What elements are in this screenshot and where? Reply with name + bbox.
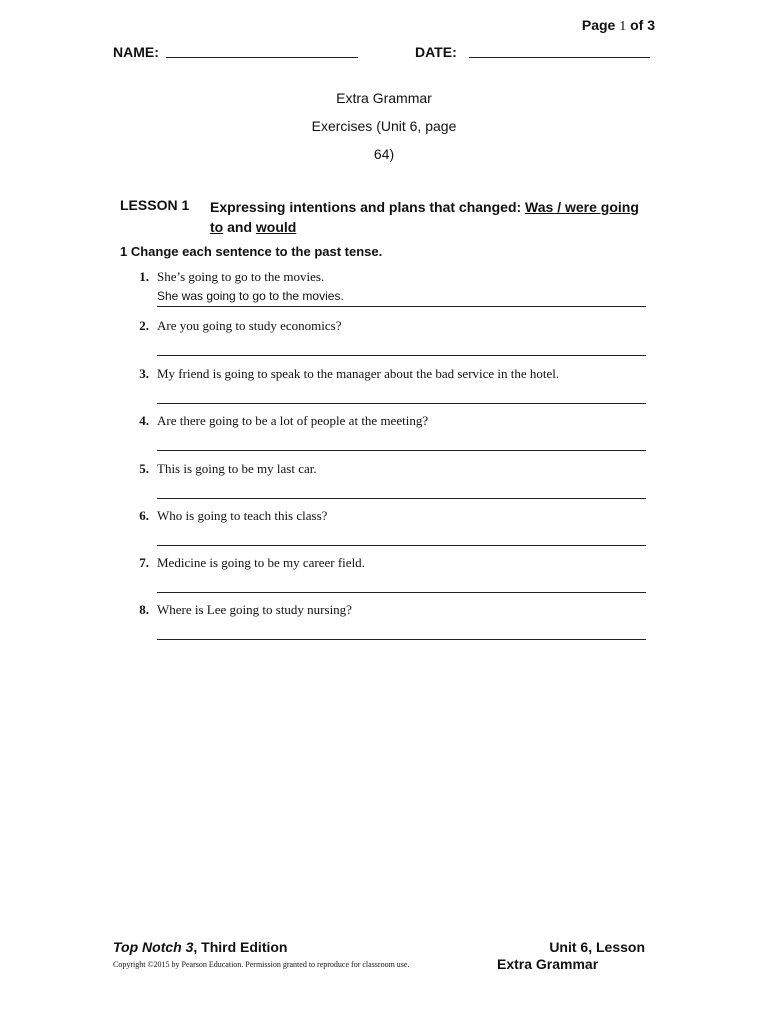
page-number bbox=[582, 17, 655, 35]
page-title-line3: 64) bbox=[373, 146, 395, 162]
footer-copyright: Copyright ©2015 by Pearson Education. Permission granted to reproduce for classroom use. bbox=[113, 960, 410, 969]
page-title-line2: Exercises (Unit 6, page bbox=[311, 118, 457, 134]
item-number: 2. bbox=[139, 318, 149, 333]
lesson-title-and: and bbox=[223, 219, 256, 235]
page-title-line1: Extra Grammar bbox=[336, 90, 432, 106]
exercise-instruction: 1 Change each sentence to the past tense. bbox=[120, 244, 383, 259]
date-field[interactable] bbox=[469, 57, 650, 58]
lesson-title bbox=[210, 197, 640, 237]
page-current: 1 bbox=[619, 19, 627, 34]
item-question: Where is Lee going to study nursing? bbox=[157, 602, 352, 617]
answer-field[interactable] bbox=[157, 575, 646, 593]
item-question: Medicine is going to be my career field. bbox=[157, 555, 365, 570]
book-title: Top Notch 3 bbox=[113, 939, 194, 955]
lesson-title-text: Expressing intentions and plans that changed: bbox=[210, 199, 526, 215]
answer-field[interactable] bbox=[157, 433, 646, 451]
answer-field[interactable] bbox=[157, 386, 646, 404]
item-question: Are you going to study economics? bbox=[157, 318, 342, 333]
item-number: 4. bbox=[139, 413, 149, 428]
lesson-title-underline-2: would bbox=[255, 219, 297, 235]
item-question: Who is going to teach this class? bbox=[157, 508, 328, 523]
book-edition: , Third Edition bbox=[193, 939, 288, 955]
item-number: 7. bbox=[139, 555, 149, 570]
lesson-title-underline-1: Was / were going to bbox=[210, 199, 639, 235]
answer-field[interactable] bbox=[157, 338, 646, 356]
item-question: Are there going to be a lot of people at the meeting? bbox=[157, 413, 429, 428]
footer-book-title bbox=[113, 939, 287, 955]
answer-field[interactable] bbox=[157, 622, 646, 640]
date-label: DATE: bbox=[415, 44, 457, 60]
name-field[interactable] bbox=[166, 57, 358, 58]
answer-field[interactable] bbox=[157, 481, 646, 499]
item-question: This is going to be my last car. bbox=[157, 461, 317, 476]
item-question: She’s going to go to the movies. bbox=[157, 269, 325, 284]
item-question: My friend is going to speak to the manager about the bad service in the hotel. bbox=[157, 366, 560, 381]
item-number: 8. bbox=[139, 602, 149, 617]
item-number: 3. bbox=[139, 366, 149, 381]
page-prefix: Page bbox=[581, 17, 620, 33]
footer-section: Extra Grammar bbox=[497, 956, 599, 972]
answer-field[interactable] bbox=[157, 528, 646, 546]
item-number: 1. bbox=[139, 269, 149, 284]
answer-field[interactable]: She was going to go to the movies. bbox=[157, 289, 646, 307]
item-number: 5. bbox=[139, 461, 149, 476]
name-label: NAME: bbox=[113, 44, 159, 60]
lesson-tag: LESSON 1 bbox=[120, 197, 190, 213]
footer-unit-lesson: Unit 6, Lesson bbox=[549, 939, 645, 955]
item-number: 6. bbox=[139, 508, 149, 523]
page-suffix: of 3 bbox=[626, 17, 655, 33]
